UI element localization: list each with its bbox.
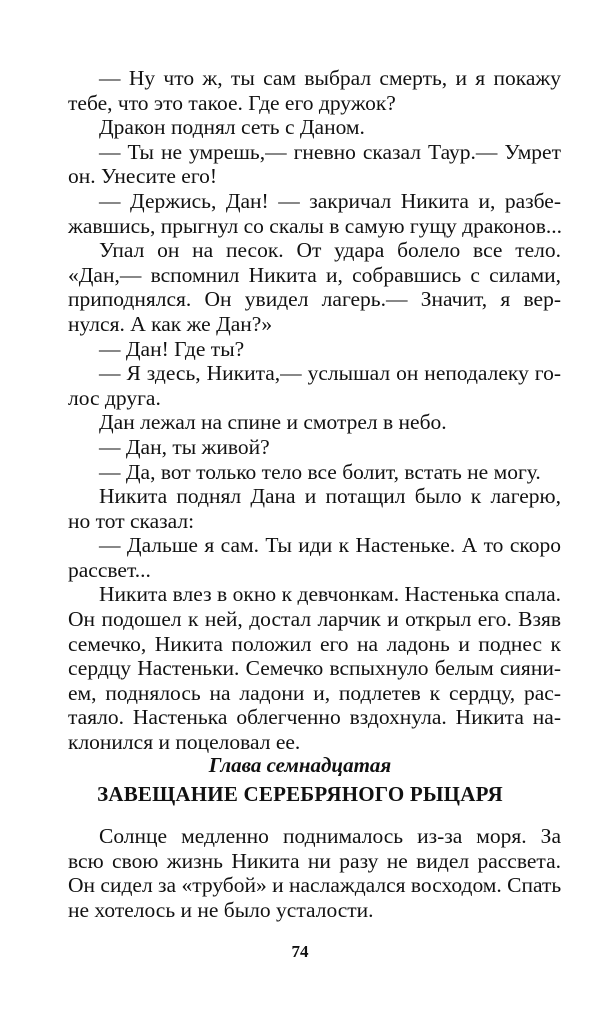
text-line: — Да, вот только тело все болит, встать не могу. (99, 459, 541, 484)
text-line: ем, поднялось на ладони и, подлетев к сердцу, рас- (68, 680, 561, 705)
text-line: «Дан,— вспомнил Никита и, собравшись с силами, (68, 262, 561, 287)
chapter-label: Глава семнадцатая (208, 753, 392, 777)
text-line: — Ты не умрешь,— гневно сказал Таур.— Умрет (99, 139, 561, 164)
page-number: 74 (291, 942, 309, 961)
text-line: нулся. А как же Дан?» (68, 311, 273, 336)
text-line: Никита поднял Дана и потащил было к лагерю, (99, 484, 561, 509)
text-line: рассвет... (68, 557, 151, 582)
text-line: Дан лежал на спине и смотрел в небо. (99, 410, 447, 435)
text-line: но тот сказал: (68, 508, 195, 533)
text-line: клонился и поцеловал ее. (68, 730, 301, 755)
chapter-title: ЗАВЕЩАНИЕ СЕРЕБРЯНОГО РЫЦАРЯ (97, 782, 503, 806)
text-line: Упал он на песок. От удара болело все тело. (99, 238, 561, 263)
text-line: сердцу Настеньки. Семечко вспыхнуло белым сияни- (68, 656, 561, 681)
text-line: — Ну что ж, ты сам выбрал смерть, и я покажу (99, 66, 561, 90)
story-text-bottom (68, 824, 561, 922)
text-line: — Держись, Дан! — закричал Никита и, разбе- (99, 188, 561, 213)
text-line: Он подошел к ней, достал ларчик и открыл его. Взяв (68, 607, 561, 632)
text-line: — Я здесь, Никита,— услышал он неподалеку го- (99, 361, 561, 386)
text-line: Никита влез в окно к девчонкам. Настенька спала. (99, 582, 561, 607)
text-line: приподнялся. Он увидел лагерь.— Значит, я вер- (68, 287, 561, 312)
text-line: — Дальше я сам. Ты иди к Настеньке. А то скоро (99, 533, 561, 558)
text-line: — Дан, ты живой? (99, 434, 270, 459)
text-line: не хотелось и не было усталости. (68, 897, 374, 922)
text-line: тебе, что это такое. Где его дружок? (68, 90, 396, 115)
text-line: всю свою жизнь Никита ни разу не видел рассвета. (68, 848, 561, 873)
text-line: Дракон поднял сеть с Даном. (99, 115, 365, 140)
story-text-top (68, 66, 561, 755)
text-line: Он сидел за «трубой» и наслаждался восходом. Спать (68, 873, 562, 898)
text-line: лос друга. (68, 385, 161, 410)
text-line: Солнце медленно поднималось из-за моря. За (99, 824, 561, 848)
text-line: жавшись, прыгнул со скалы в самую гущу драконов... (68, 213, 563, 238)
text-line: — Дан! Где ты? (99, 336, 245, 361)
text-line: семечко, Никита положил его на ладонь и поднес к (68, 631, 561, 656)
text-line: он. Унесите его! (68, 164, 218, 189)
text-line: таяло. Настенька облегченно вздохнула. Никита на- (68, 705, 561, 730)
